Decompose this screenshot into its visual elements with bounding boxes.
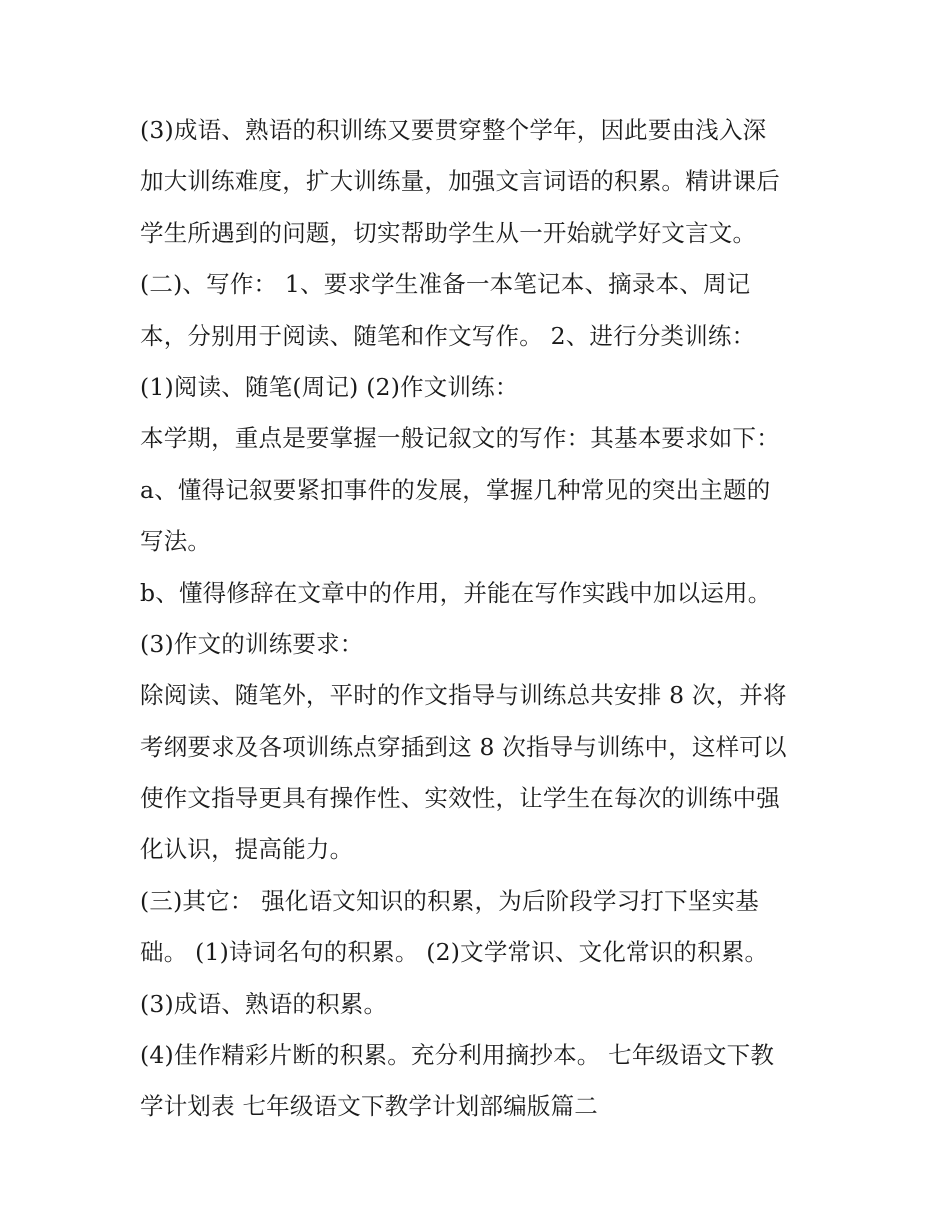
text-line: 本学期，重点是要掌握一般记叙文的写作：其基本要求如下： — [140, 424, 780, 453]
text-line: 本，分别用于阅读、随笔和作文写作。 2、进行分类训练： — [140, 321, 756, 350]
text-line: 除阅读、随笔外，平时的作文指导与训练总共安排 8 次，并将 — [140, 681, 787, 710]
text-line: 考纲要求及各项训练点穿插到这 8 次指导与训练中，这样可以 — [140, 732, 787, 761]
text-line: 加大训练难度，扩大训练量，加强文言词语的积累。精讲课后 — [140, 167, 780, 196]
text-line: 写法。 — [140, 527, 212, 556]
text-line: (4)佳作精彩片断的积累。充分利用摘抄本。 七年级语文下教 — [140, 1041, 775, 1070]
text-line: 础。 (1)诗词名句的积累。 (2)文学常识、文化常识的积累。 — [140, 938, 769, 967]
text-line: 学计划表 七年级语文下教学计划部编版篇二 — [140, 1092, 598, 1121]
text-line: (三)其它： 强化语文知识的积累，为后阶段学习打下坚实基 — [140, 886, 759, 915]
text-line: (3)成语、熟语的积训练又要贯穿整个学年，因此要由浅入深 — [140, 116, 767, 144]
text-line: (1)阅读、随笔(周记) (2)作文训练： — [140, 372, 519, 401]
text-line: (3)作文的训练要求： — [140, 629, 364, 658]
body-text — [140, 105, 830, 1133]
text-line: 学生所遇到的问题，切实帮助学生从一开始就学好文言文。 — [140, 218, 757, 247]
text-line: (二)、写作： 1、要求学生准备一本笔记本、摘录本、周记 — [140, 270, 751, 299]
text-line: (3)成语、熟语的积累。 — [140, 989, 388, 1018]
text-line: 化认识，提高能力。 — [140, 835, 354, 864]
text-line: a、懂得记叙要紧扣事件的发展，掌握几种常见的突出主题的 — [140, 475, 771, 504]
text-line: 使作文指导更具有操作性、实效性，让学生在每次的训练中强 — [140, 784, 780, 813]
text-line: b、懂得修辞在文章中的作用，并能在写作实践中加以运用。 — [140, 578, 772, 607]
